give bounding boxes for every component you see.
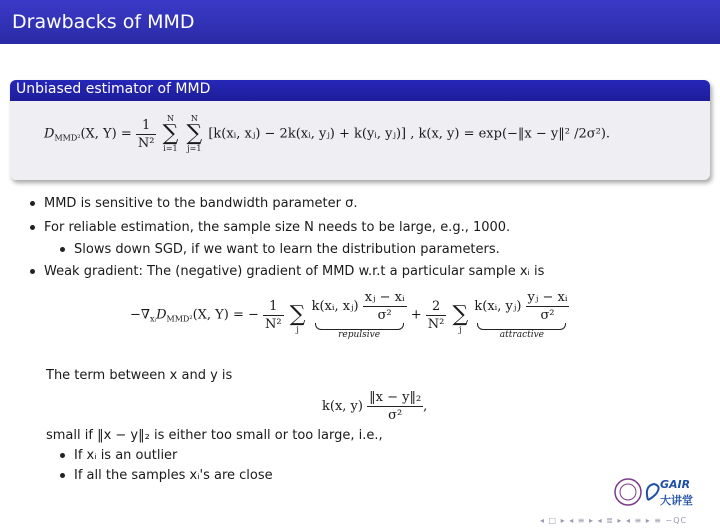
frac-1-n2: $\frac{1}{\text{N²}}$: [137, 117, 155, 151]
bullet-sgd: Slows down SGD, if we want to learn the distribution parameters.: [74, 242, 500, 257]
repulsive-term: k(xᵢ, xⱼ) $\frac{\text{xⱼ − xᵢ}}{\text{σ²}}$ repulsive: [311, 290, 405, 340]
estimator-formula: [44, 115, 610, 153]
sum-j: N ∑ j=1: [186, 114, 203, 153]
math-args: (X, Y) =: [80, 126, 132, 142]
sum-i: N ∑ i=1: [162, 114, 179, 153]
gair-logo: [614, 476, 706, 508]
title-bar: [0, 0, 720, 44]
bullet-outlier: If xᵢ is an outlier: [74, 448, 177, 463]
bullet-close: If all the samples xᵢ's are close: [74, 468, 273, 483]
logo-cn-text: 大讲堂: [660, 494, 693, 507]
estimator-bracket: [k(xᵢ, xⱼ) − 2k(xᵢ, yⱼ) + k(yᵢ, yⱼ)] ,: [208, 126, 415, 142]
logo-gair-text: GAIR: [660, 478, 691, 491]
math-sub: MMD²: [54, 133, 81, 143]
bullet-weak-gradient: Weak gradient: The (negative) gradient of MMD w.r.t a particular sample xᵢ is: [44, 264, 544, 279]
attractive-term: k(xᵢ, yⱼ) $\frac{\text{yⱼ − xᵢ}}{\text{σ²}}$ attractive: [474, 290, 568, 340]
math-d: D: [44, 126, 55, 142]
estimator-block: [10, 80, 710, 180]
gradient-formula: $-\nabla_{xᵢ}D_{MMD^2}(X$, Y) = − $\frac{1}{\text{N²}}$ ∑ j k(xᵢ, xⱼ) $\frac{\text{xⱼ − xᵢ}}{\text{σ²}}$ repulsive + $\frac{2}{\text{N²}}$ ∑ j k(xᵢ, yⱼ) $\frac{\text{yⱼ − xᵢ}}{\text{σ²}}$ attractive: [130, 290, 568, 340]
block-body: [10, 101, 710, 180]
kernel-definition: k(x, y) = exp(−‖x − y‖² /2σ²).: [418, 126, 611, 142]
term-between-text: The term between x and y is: [46, 368, 233, 383]
beamer-nav-icons[interactable]: ◂ □ ▸ ◂ ≡ ▸ ◂ ≣ ▸ ◂ ≡ ▸ ≡ ∽QC: [540, 516, 688, 525]
block-title: Unbiased estimator of MMD: [10, 80, 710, 101]
small-if-text: small if ‖x − y‖₂ is either too small or too large, i.e.,: [46, 428, 383, 443]
bullet-bandwidth: MMD is sensitive to the bandwidth parameter σ.: [44, 196, 357, 211]
bullet-sample-size: For reliable estimation, the sample size N needs to be large, e.g., 1000.: [44, 220, 510, 235]
slide-title: Drawbacks of MMD: [12, 11, 195, 33]
term-formula: k(x, y) $\frac{\text{‖x − y‖₂}}{\text{σ²}}$ ,: [322, 390, 428, 423]
